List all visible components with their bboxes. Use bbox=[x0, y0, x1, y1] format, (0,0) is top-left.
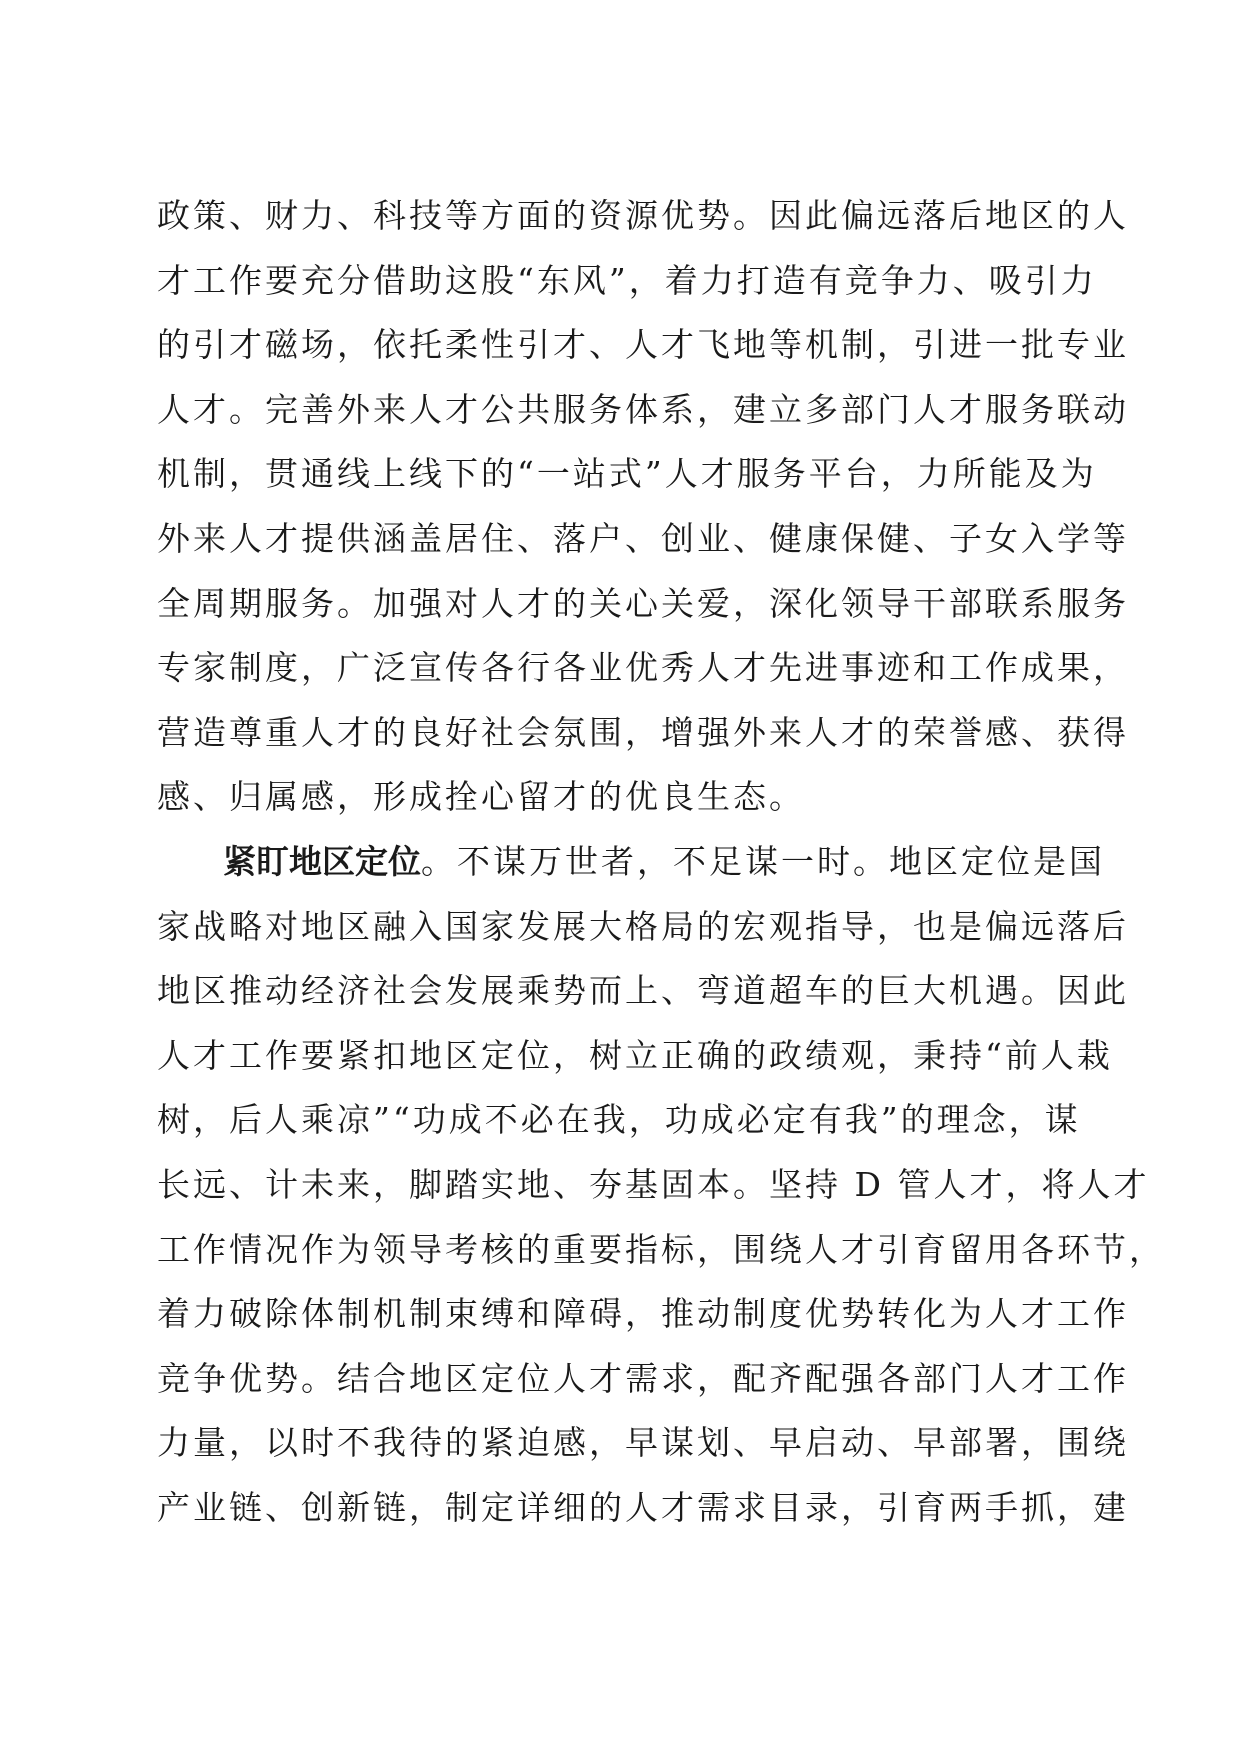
text-line: 竞争优势。结合地区定位人才需求，配齐配强各部门人才工作 bbox=[157, 1358, 1129, 1398]
text-line: 家战略对地区融入国家发展大格局的宏观指导，也是偏远落后 bbox=[157, 906, 1129, 946]
text-line: 的引才磁场，依托柔性引才、人才飞地等机制，引进一批专业 bbox=[157, 325, 1129, 365]
text-line: 营造尊重人才的良好社会氛围，增强外来人才的荣誉感、获得 bbox=[157, 712, 1129, 752]
text-line: 专家制度，广泛宣传各行各业优秀人才先进事迹和工作成果， bbox=[157, 648, 1129, 688]
body-text bbox=[157, 184, 1165, 1540]
text-line: 政策、财力、科技等方面的资源优势。因此偏远落后地区的人 bbox=[157, 196, 1129, 235]
text-run: 。不谋万世者，不足谋一时。地区定位是国 bbox=[421, 841, 1105, 881]
text-line: 机制，贯通线上线下的“一站式”人才服务平台，力所能及为 bbox=[157, 454, 1097, 494]
paragraph-first-line bbox=[157, 830, 1105, 895]
text-line: 产业链、创新链，制定详细的人才需求目录，引育两手抓，建 bbox=[157, 1487, 1129, 1527]
text-line: 才工作要充分借助这股“东风”，着力打造有竞争力、吸引力 bbox=[157, 260, 1097, 300]
text-line: 工作情况作为领导考核的重要指标，围绕人才引育留用各环节， bbox=[157, 1229, 1165, 1269]
text-line: 感、归属感，形成拴心留才的优良生态。 bbox=[157, 777, 805, 817]
text-line: 着力破除体制机制束缚和障碍，推动制度优势转化为人才工作 bbox=[157, 1294, 1129, 1334]
text-line: 树，后人乘凉”“功成不必在我，功成必定有我”的理念，谋 bbox=[157, 1100, 1081, 1140]
text-line: 人才工作要紧扣地区定位，树立正确的政绩观，秉持“前人栽 bbox=[157, 1035, 1113, 1075]
text-line: 力量，以时不我待的紧迫感，早谋划、早启动、早部署，围绕 bbox=[157, 1423, 1129, 1463]
text-line: 长远、计未来，脚踏实地、夯基固本。坚持 D 管人才，将人才 bbox=[157, 1164, 1150, 1204]
text-line: 人才。完善外来人才公共服务体系，建立多部门人才服务联动 bbox=[157, 389, 1129, 429]
text-line: 全周期服务。加强对人才的关心关爱，深化领导干部联系服务 bbox=[157, 583, 1129, 623]
text-line: 地区推动经济社会发展乘势而上、弯道超车的巨大机遇。因此 bbox=[157, 971, 1129, 1011]
text-line: 外来人才提供涵盖居住、落户、创业、健康保健、子女入学等 bbox=[157, 518, 1129, 558]
paragraph-heading: 紧盯地区定位 bbox=[223, 841, 421, 881]
